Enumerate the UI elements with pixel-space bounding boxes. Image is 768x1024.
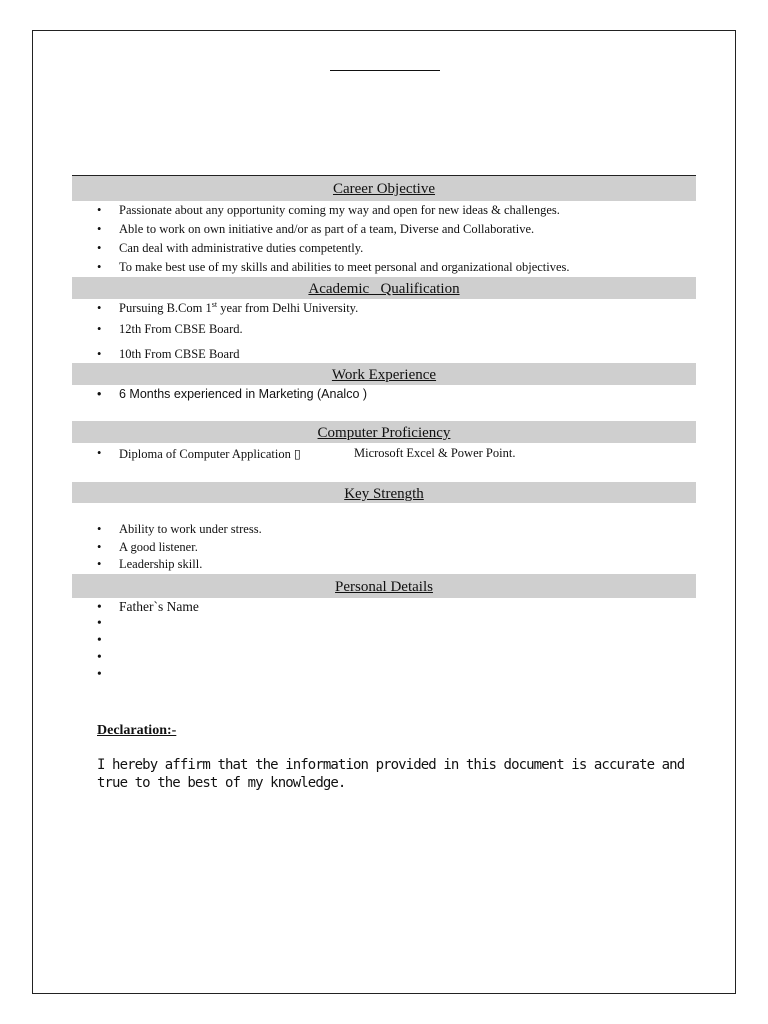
section-header-work-experience xyxy=(72,363,696,385)
name-underline xyxy=(330,70,440,71)
section-header-computer-proficiency xyxy=(72,421,696,443)
section-title: Career Objective xyxy=(332,181,436,197)
section-header-academic-qualification xyxy=(72,277,696,299)
section-header-key-strength xyxy=(72,482,696,503)
section-title: Key Strength xyxy=(344,486,424,502)
section-header-personal-details xyxy=(72,574,696,598)
declaration-title: Declaration:- xyxy=(97,723,177,738)
declaration-text: I hereby affirm that the information provided in this document is accurate and true to the best of my knowledge. xyxy=(97,757,685,791)
section-title: Academic Qualification xyxy=(308,281,460,297)
section-title: Work Experience xyxy=(331,367,437,383)
section-header-career-objective xyxy=(72,176,696,201)
section-title: Personal Details xyxy=(335,579,433,595)
section-title: Computer Proficiency xyxy=(317,425,451,441)
